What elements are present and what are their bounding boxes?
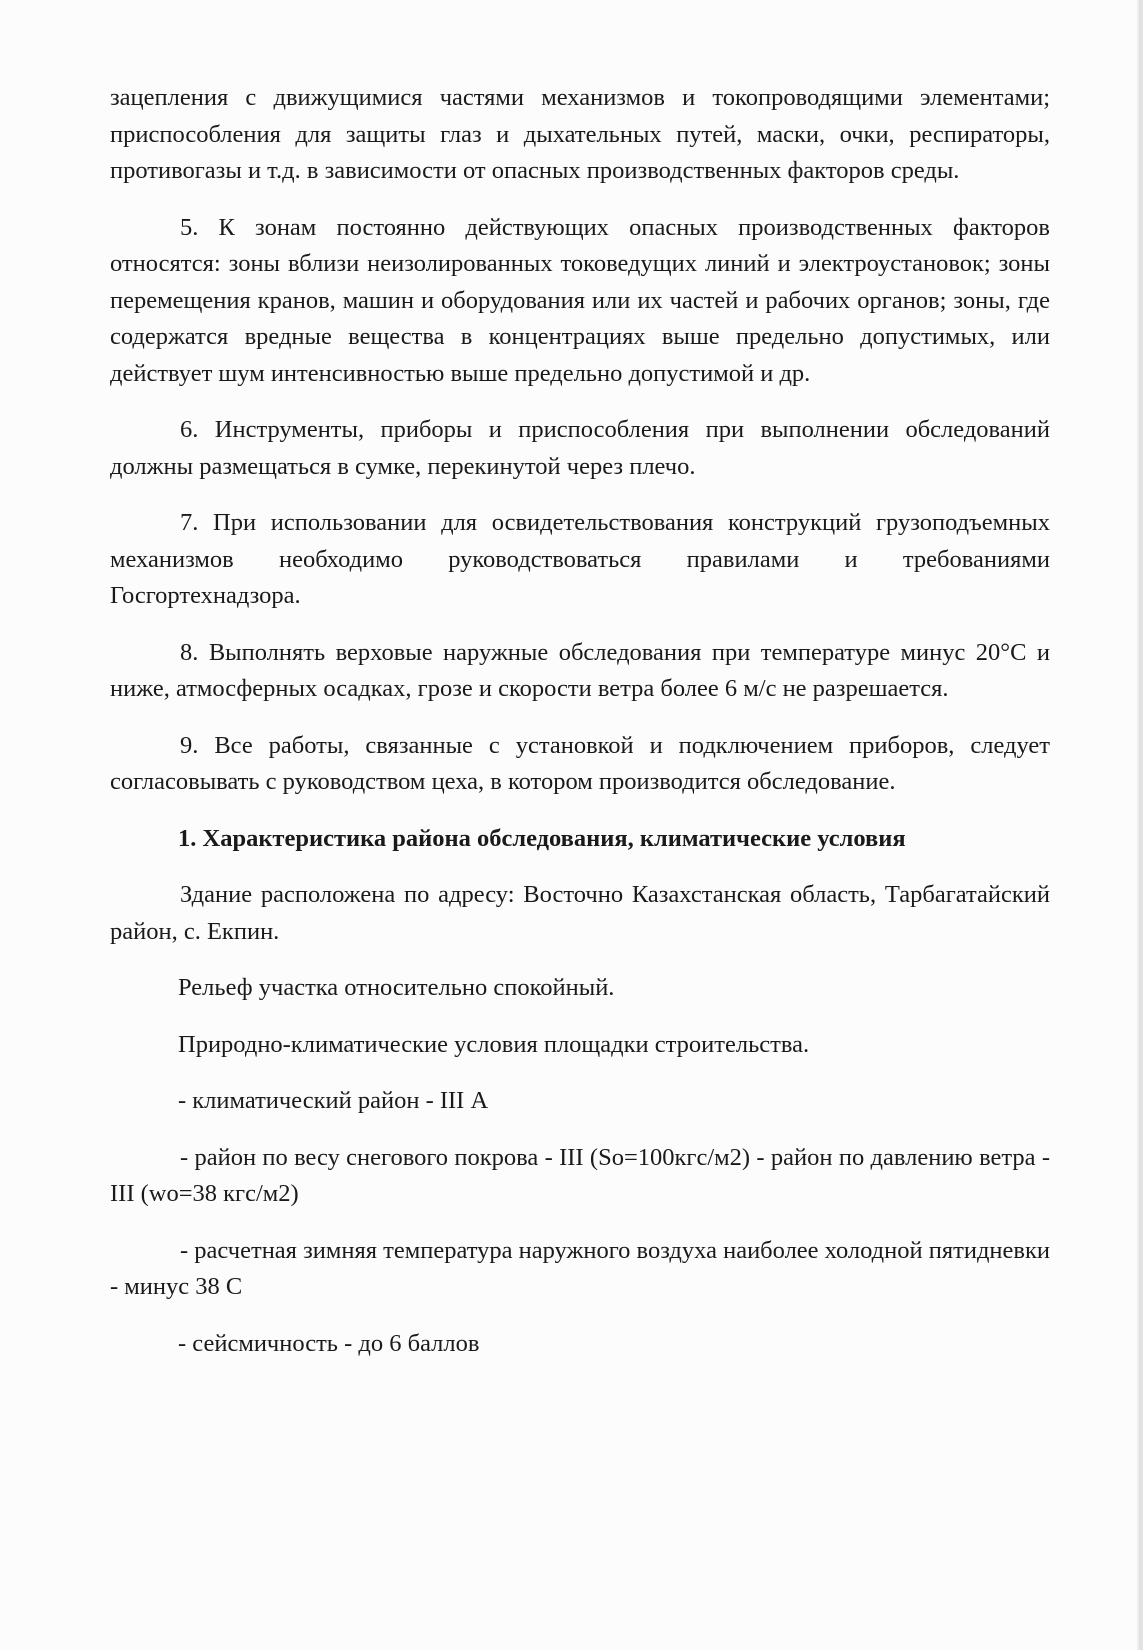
paragraph-protective-equipment: зацепления с движущимися частями механизмов и токопроводящими элементами; приспособления для защиты глаз и дыхательных путей, маски, очки, респираторы, противогазы и т.д. в зависимости от опасных производственных факторов среды.: [110, 84, 1050, 184]
paragraph-relief: Рельеф участка относительно спокойный.: [178, 974, 615, 1001]
paragraph-item-6-instruments: 6. Инструменты, приборы и приспособления при выполнении обследований должны размещаться в сумке, перекинутой через плечо.: [110, 416, 1050, 480]
list-item-snow-wind: - район по весу снегового покрова - III (So=100кгс/м2) - район по давлению ветра - III (wo=38 кгс/м2): [110, 1143, 1050, 1207]
paragraph-item-7-lifting-mechanisms: 7. При использовании для освидетельствования конструкций грузоподъемных механизмов необходимо руководствоваться правилами и требованиями Госгортехнадзора.: [110, 509, 1050, 609]
section-heading: 1. Характеристика района обследования, климатические условия: [178, 824, 906, 852]
scan-edge-shadow: [1137, 0, 1141, 1650]
paragraph-item-5-hazard-zones: 5. К зонам постоянно действующих опасных производственных факторов относятся: зоны вблизи неизолированных токоведущих линий и электроустановок; зоны перемещения кранов, машин и оборудования или их частей и рабочих органов; зоны, где содержатся вредные вещества в концентрациях выше предельно допустимых, или действует шум интенсивностью выше предельно допустимой и др.: [110, 213, 1050, 387]
document-body: [110, 80, 1050, 1382]
list-item-winter-temperature: - расчетная зимняя температура наружного воздуха наиболее холодной пятидневки - минус 38 С: [110, 1236, 1050, 1300]
paragraph-item-8-weather-restrictions: 8. Выполнять верховые наружные обследования при температуре минус 20°С и ниже, атмосферных осадках, грозе и скорости ветра более 6 м/с не разрешается.: [110, 638, 1050, 702]
paragraph-address: Здание расположена по адресу: Восточно Казахстанская область, Тарбагатайский район, с. Екпин.: [110, 881, 1050, 945]
paragraph-conditions-intro: Природно-климатические условия площадки строительства.: [178, 1030, 810, 1058]
paragraph-item-9-coordination: 9. Все работы, связанные с установкой и подключением приборов, следует согласовывать с руководством цеха, в котором производится обследование.: [110, 731, 1050, 795]
list-item-seismicity: - сейсмичность - до 6 баллов: [178, 1329, 480, 1357]
list-item-climate-region: - климатический район - III А: [178, 1087, 489, 1114]
